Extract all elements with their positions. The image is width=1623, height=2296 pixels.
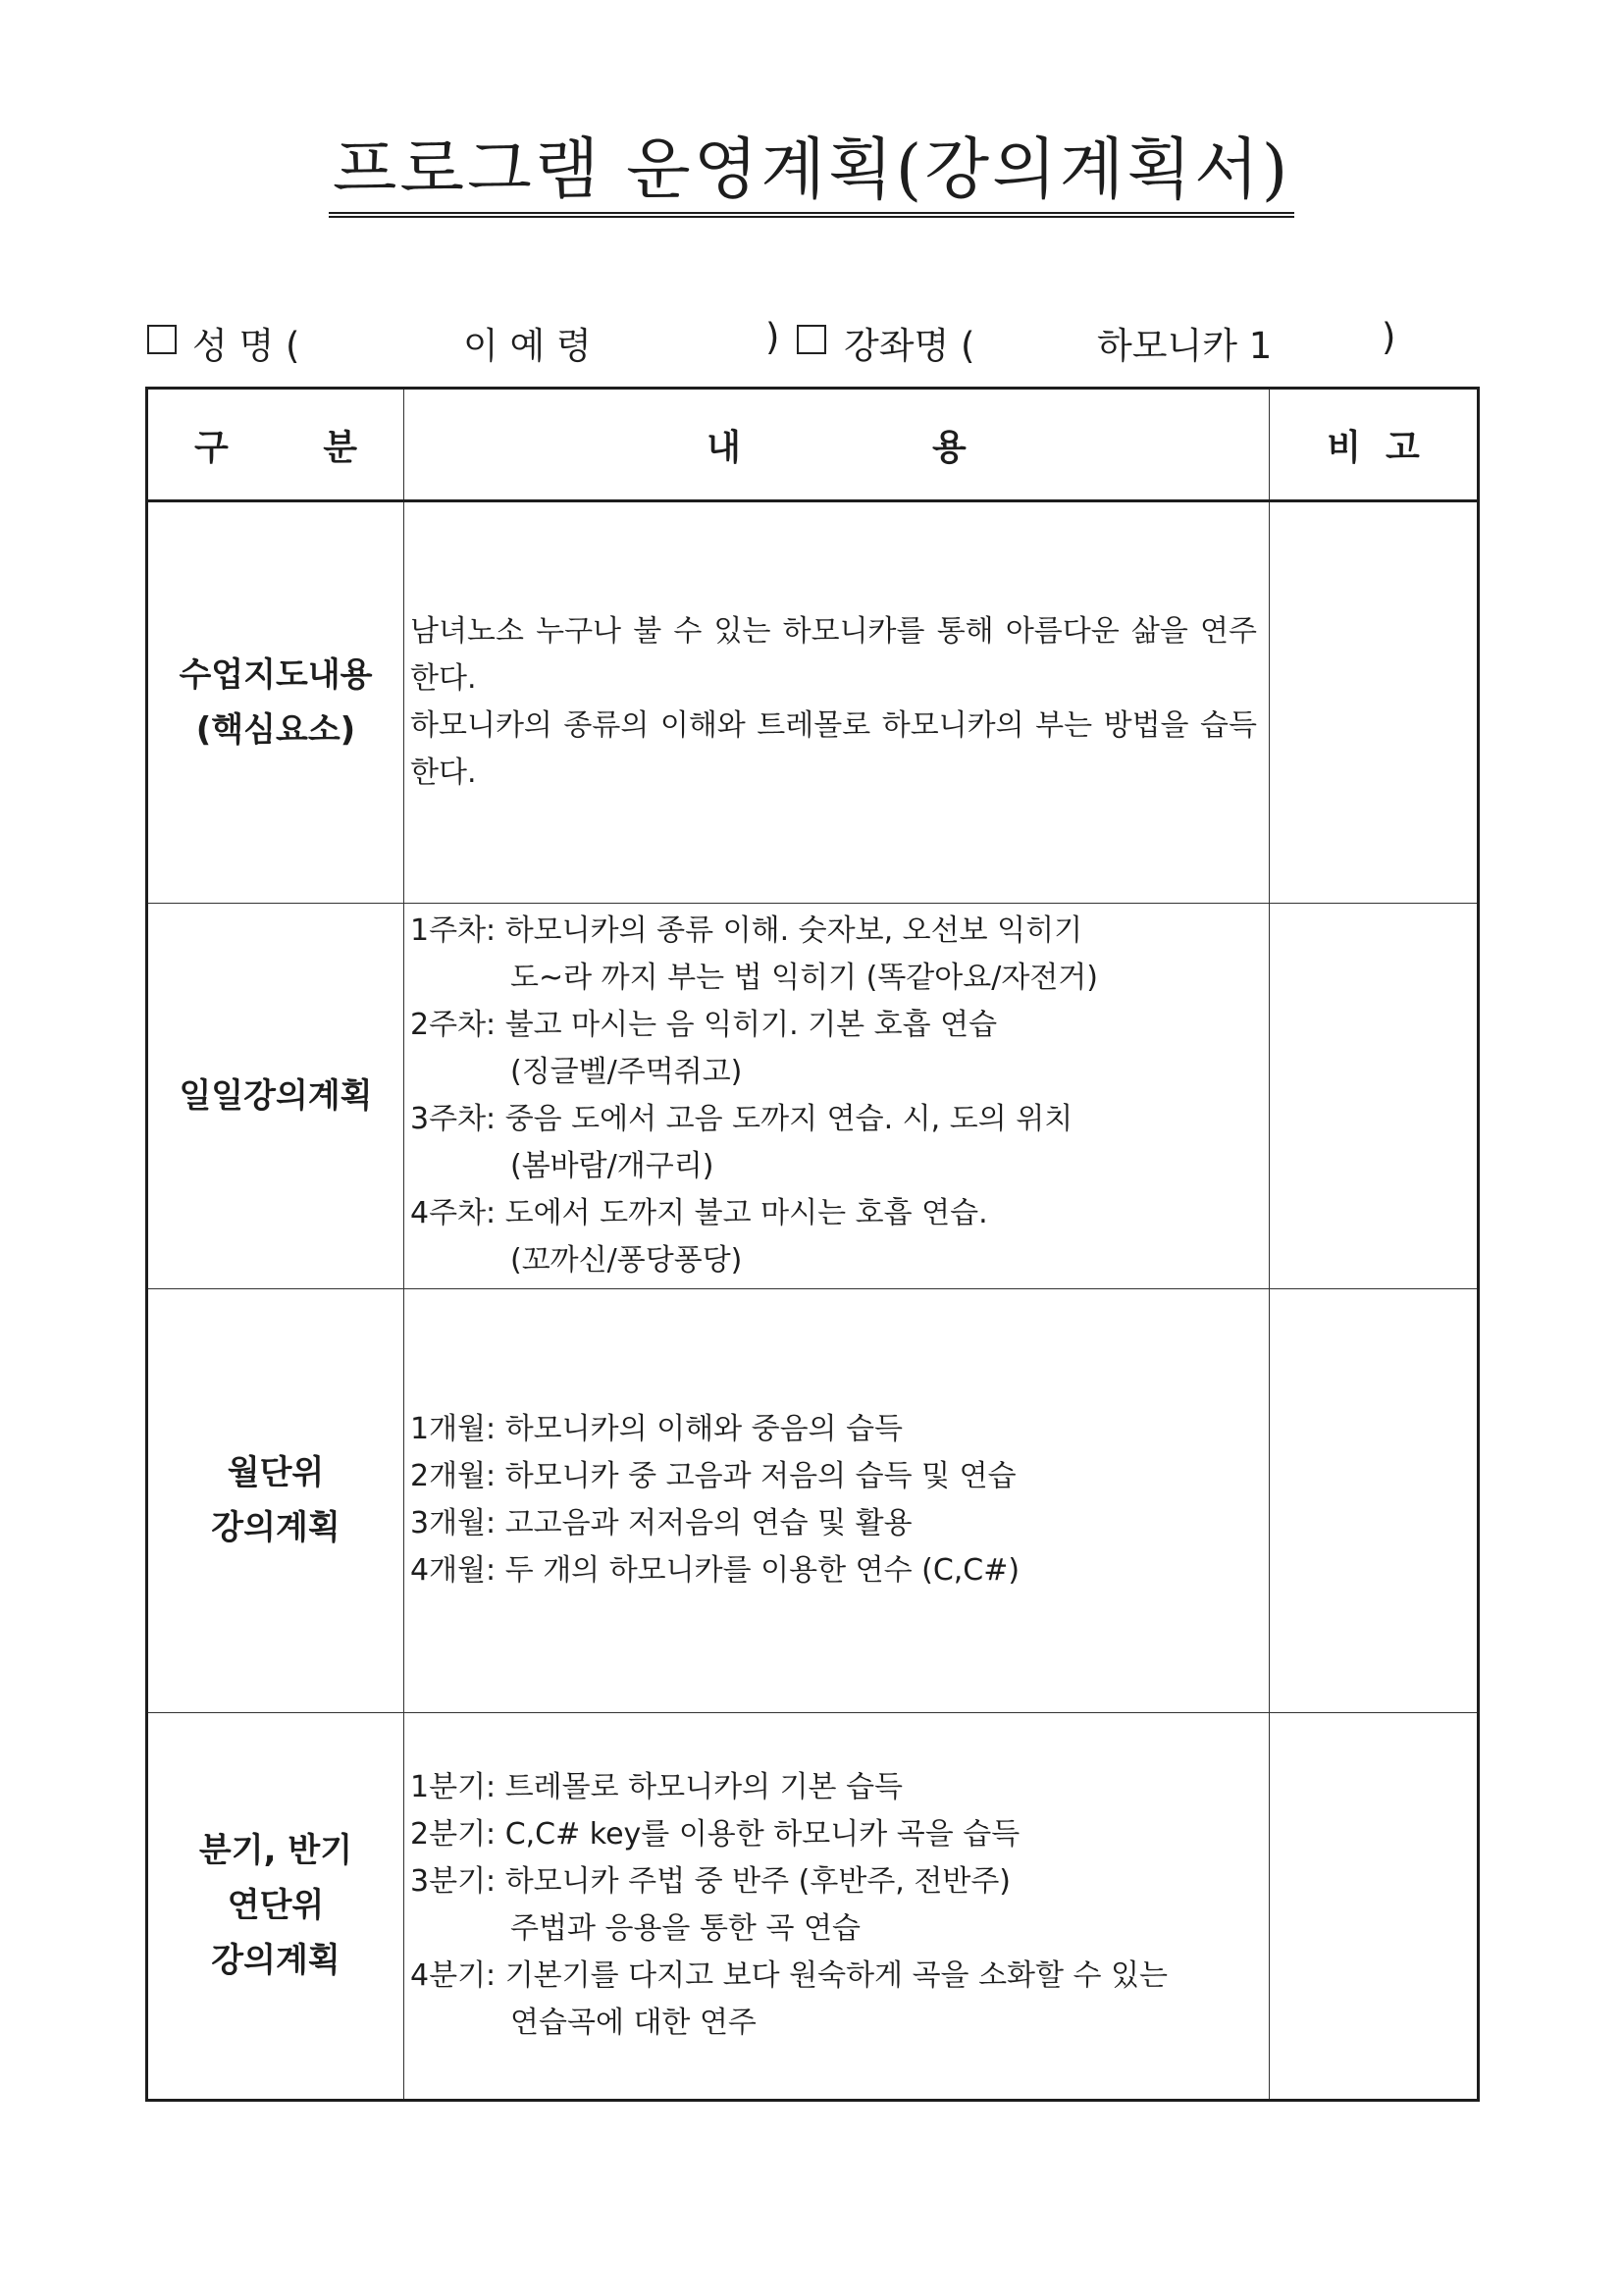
content-cell xyxy=(404,501,1270,903)
content-cell xyxy=(404,1712,1270,2100)
content-line: (징글벨/주먹쥐고) xyxy=(510,1054,743,1089)
category-cell xyxy=(147,1712,404,2100)
category-line: 강의계획 xyxy=(211,1941,340,1981)
category-line: 월단위 xyxy=(227,1453,325,1493)
category-line: (핵심요소) xyxy=(195,710,356,751)
category-line: 분기, 반기 xyxy=(198,1831,353,1871)
content-line: (꼬까신/퐁당퐁당) xyxy=(510,1242,743,1278)
header-category: 구 분 xyxy=(147,389,404,501)
course-label: 강좌명 ( xyxy=(844,325,975,367)
table-row xyxy=(147,903,1479,1288)
name-value: 이 예 령 xyxy=(463,325,592,367)
content-line: 3주차: 중음 도에서 고음 도까지 연습. 시, 도의 위치 xyxy=(410,1101,1073,1136)
course-close: ) xyxy=(1382,316,1396,358)
content-cell xyxy=(404,903,1270,1288)
remark-cell xyxy=(1270,1712,1479,2100)
category-cell xyxy=(147,501,404,903)
header-remark: 비 고 xyxy=(1270,389,1479,501)
content-line: 4주차: 도에서 도까지 불고 마시는 호흡 연습. xyxy=(410,1195,988,1230)
header-content-right: 용 xyxy=(932,427,967,468)
content-paragraph: 하모니카의 종류의 이해와 트레몰로 하모니카의 부는 방법을 습득한다. xyxy=(410,708,1257,791)
page-title: 프로그램 운영계획(강의계획서) xyxy=(329,137,1295,218)
content-cell xyxy=(404,1289,1270,1712)
content-paragraph: 남녀노소 누구나 불 수 있는 하모니카를 통해 아름다운 삶을 연주한다. xyxy=(410,614,1257,697)
content-line: 2개월: 하모니카 중 고음과 저음의 습득 및 연습 xyxy=(410,1459,1017,1494)
category-line: 강의계획 xyxy=(211,1508,340,1548)
table-row xyxy=(147,1712,1479,2100)
category-line: 수업지도내용 xyxy=(179,655,373,696)
remark-cell xyxy=(1270,1289,1479,1712)
header-content-left: 내 xyxy=(707,427,741,468)
content-line: 3개월: 고고음과 저저음의 연습 및 활용 xyxy=(410,1506,913,1541)
table-header-row xyxy=(147,389,1479,501)
content-line: 연습곡에 대한 연주 xyxy=(510,2006,757,2041)
content-line: 주법과 응용을 통한 곡 연습 xyxy=(510,1911,861,1947)
content-line: 4개월: 두 개의 하모니카를 이용한 연수 (C,C#) xyxy=(410,1553,1021,1589)
content-line: 4분기: 기본기를 다지고 보다 원숙하게 곡을 소화할 수 있는 xyxy=(410,1958,1169,1994)
content-line: 1주차: 하모니카의 종류 이해. 숫자보, 오선보 익히기 xyxy=(410,913,1083,948)
category-cell xyxy=(147,1289,404,1712)
content-line: 2주차: 불고 마시는 음 익히기. 기본 호흡 연습 xyxy=(410,1007,998,1042)
content-line: 1개월: 하모니카의 이해와 중음의 습득 xyxy=(410,1412,904,1447)
checkbox-name[interactable] xyxy=(147,325,177,354)
category-line: 연단위 xyxy=(227,1886,325,1926)
plan-table xyxy=(145,387,1480,2102)
info-line xyxy=(147,316,1501,365)
content-line: 2분기: C,C# key를 이용한 하모니카 곡을 습득 xyxy=(410,1817,1021,1852)
title-wrap xyxy=(0,131,1623,218)
category-cell xyxy=(147,903,404,1288)
remark-cell xyxy=(1270,903,1479,1288)
content-line: 3분기: 하모니카 주법 중 반주 (후반주, 전반주) xyxy=(410,1864,1012,1900)
course-value: 하모니카 1 xyxy=(1097,325,1273,367)
content-line: (봄바람/개구리) xyxy=(510,1148,714,1183)
name-close: ) xyxy=(765,316,780,358)
remark-cell xyxy=(1270,501,1479,903)
header-content xyxy=(404,389,1270,501)
content-line: 도~라 까지 부는 법 익히기 (똑같아요/자전거) xyxy=(510,960,1098,995)
table-row xyxy=(147,1289,1479,1712)
content-line: 1분기: 트레몰로 하모니카의 기본 습득 xyxy=(410,1770,904,1805)
checkbox-course[interactable] xyxy=(797,325,826,354)
category-line: 일일강의계획 xyxy=(179,1075,373,1116)
name-label: 성 명 ( xyxy=(192,325,300,367)
table-row xyxy=(147,501,1479,903)
